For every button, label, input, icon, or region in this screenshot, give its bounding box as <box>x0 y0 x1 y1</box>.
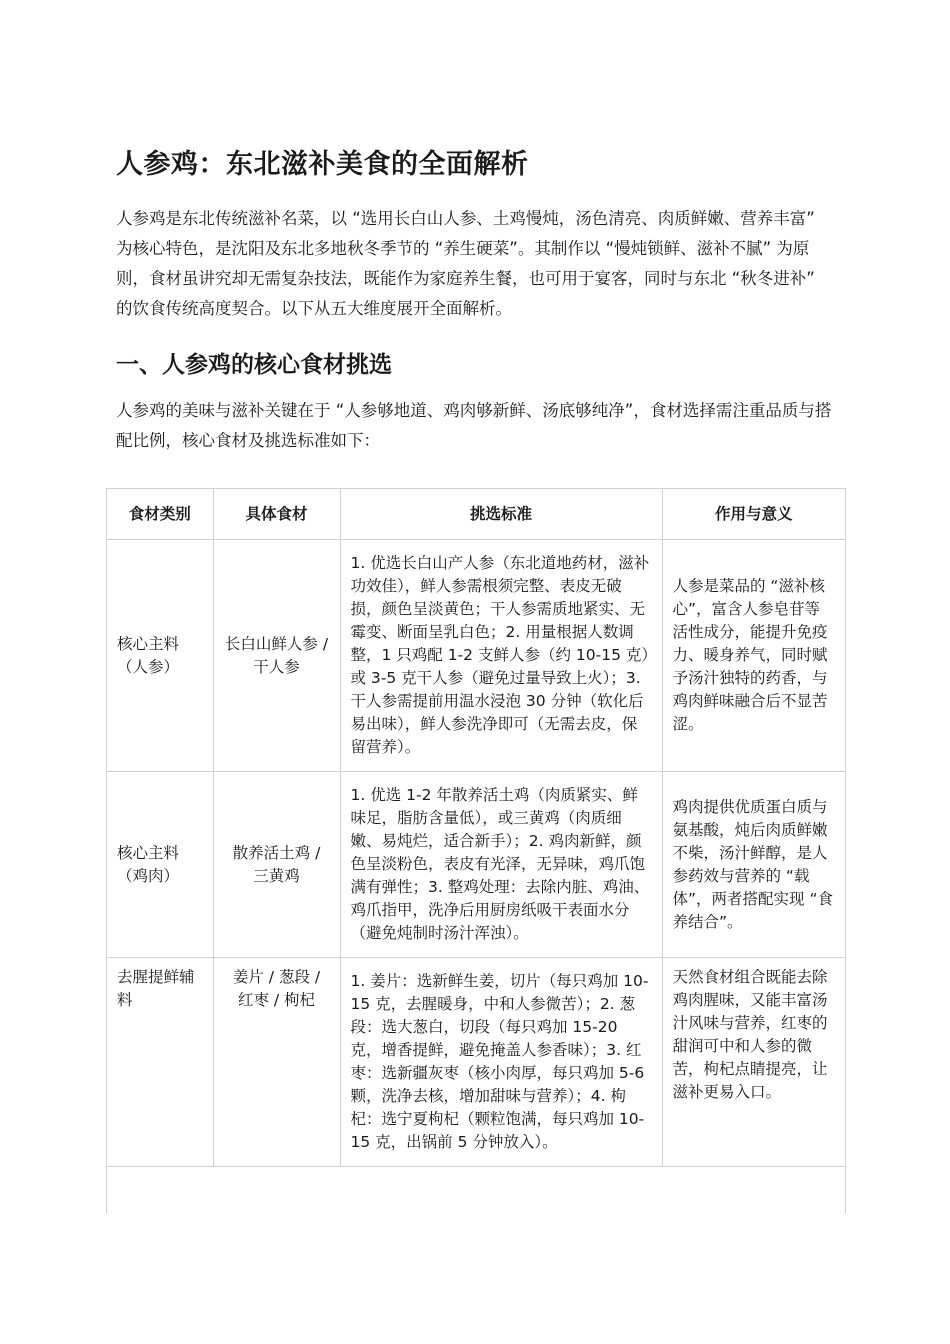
ingredients-table-container <box>106 488 846 1213</box>
column-header: 挑选标准 <box>340 489 662 540</box>
ingredient-cell: 长白山鲜人参 / 干人参 <box>213 540 340 772</box>
ingredient-cell: 姜片 / 葱段 / 红枣 / 枸杞 <box>213 958 340 1167</box>
table-row <box>107 772 845 958</box>
category-cell: 核心主料（鸡肉） <box>107 772 213 958</box>
table-row <box>107 540 845 772</box>
standard-cell: 1. 优选长白山产人参（东北道地药材，滋补功效佳），鲜人参需根须完整、表皮无破损，颜色呈淡黄色；干人参需质地紧实、无霉变、断面呈乳白色；2. 用量根据人数调整，1 只鸡配 1-2 支鲜人参（约 10-15 克）或 3-5 克干人参（避免过量导致上火）；3. 干人参需提前用温水浸泡 30 分钟（软化后易出味），鲜人参洗净即可（无需去皮，保留营养）。 <box>340 540 662 772</box>
column-header: 具体食材 <box>213 489 340 540</box>
category-cell: 去腥提鲜辅料 <box>107 958 213 1167</box>
page-title: 人参鸡：东北滋补美食的全面解析 <box>116 149 529 180</box>
table-row <box>107 958 845 1167</box>
role-cell: 鸡肉提供优质蛋白质与氨基酸，炖后肉质鲜嫩不柴，汤汁鲜醇，是人参药效与营养的 “载体”，两者搭配实现 “食养结合”。 <box>662 772 845 958</box>
ingredients-table <box>107 489 845 1167</box>
column-header: 作用与意义 <box>662 489 845 540</box>
standard-cell: 1. 优选 1-2 年散养活土鸡（肉质紧实、鲜味足，脂肪含量低），或三黄鸡（肉质细嫩、易炖烂，适合新手）；2. 鸡肉新鲜，颜色呈淡粉色，表皮有光泽，无异味，鸡爪饱满有弹性；3. 整鸡处理：去除内脏、鸡油、鸡爪指甲，洗净后用厨房纸吸干表面水分（避免炖制时汤汁浑浊）。 <box>340 772 662 958</box>
role-cell: 天然食材组合既能去除鸡肉腥味，又能丰富汤汁风味与营养，红枣的甜润可中和人参的微苦，枸杞点睛提亮，让滋补更易入口。 <box>662 958 845 1167</box>
document-body <box>116 146 836 456</box>
role-cell: 人参是菜品的 “滋补核心”，富含人参皂苷等活性成分，能提升免疫力、暖身养气，同时赋予汤汁独特的药香，与鸡肉鲜味融合后不显苦涩。 <box>662 540 845 772</box>
intro-paragraph: 人参鸡是东北传统滋补名菜，以 “选用长白山人参、土鸡慢炖，汤色清亮、肉质鲜嫩、营养丰富” 为核心特色，是沈阳及东北多地秋冬季节的 “养生硬菜”。其制作以 “慢炖锁鲜、滋补不腻” 为原则，食材虽讲究却无需复杂技法，既能作为家庭养生餐，也可用于宴客，同时与东北 “秋冬进补” 的饮食传统高度契合。以下从五大维度展开全面解析。 <box>116 209 815 318</box>
category-cell: 核心主料（人参） <box>107 540 213 772</box>
section-intro-paragraph: 人参鸡的美味与滋补关键在于 “人参够地道、鸡肉够新鲜、汤底够纯净”，食材选择需注重品质与搭配比例，核心食材及挑选标准如下： <box>116 401 832 450</box>
ingredient-cell: 散养活土鸡 / 三黄鸡 <box>213 772 340 958</box>
section-heading: 一、人参鸡的核心食材挑选 <box>116 352 392 378</box>
standard-cell: 1. 姜片：选新鲜生姜，切片（每只鸡加 10-15 克，去腥暖身，中和人参微苦）；2. 葱段：选大葱白，切段（每只鸡加 15-20 克，增香提鲜，避免掩盖人参香味）；3. 红枣：选新疆灰枣（核小肉厚，每只鸡加 5-6 颗，洗净去核，增加甜味与营养）；4. 枸杞：选宁夏枸杞（颗粒饱满，每只鸡加 10-15 克，出锅前 5 分钟放入）。 <box>340 958 662 1167</box>
table-header-row <box>107 489 845 540</box>
column-header: 食材类别 <box>107 489 213 540</box>
